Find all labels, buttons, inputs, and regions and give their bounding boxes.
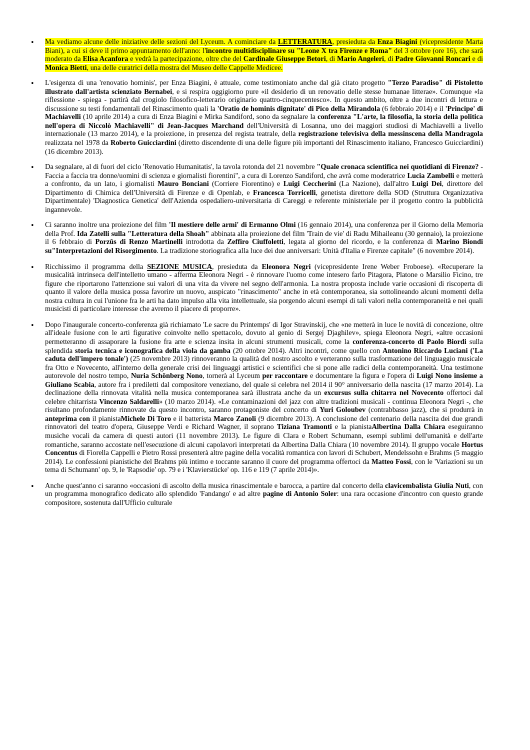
bold-text: conferenza-concerto di Paolo Biordi xyxy=(352,337,467,346)
highlighted-text xyxy=(45,38,483,72)
text-run: , di xyxy=(325,55,338,64)
text-run: Ricchissimo il programma della xyxy=(45,262,148,271)
text-run: del 3 ottobre (ore 16), che sarà moderato da xyxy=(45,46,483,64)
text-run: (6 febbraio 2014) e il xyxy=(380,104,446,113)
text-run: Da segnalare, al di fuori del ciclo 'Renovatio Humanitatis', la tavola rotonda del 21 novembre xyxy=(45,163,317,172)
text-run: , e si respira oggigiorno pure «il desiderio di un renovatio delle stesse humanae litterae». Comunque «la riflessione - spiega - partirà dal crogiolo filosofico-letterario originario quattro-cinquecentesco». In questo ambito, oltre a due incontri di lettura e discussione su testi fondamentali del Rinascimento quali la xyxy=(45,87,483,113)
bullet-icon: • xyxy=(31,481,34,491)
bold-text: Francesca Torricelli xyxy=(253,188,316,197)
bold-text: Nuria Schönberg Nono xyxy=(130,372,203,381)
list-item xyxy=(31,481,484,508)
bullet-icon: • xyxy=(31,221,34,231)
text-run: Dopo l'inaugurale concerto-conferenza già richiamato 'Le sacre du Printemps' di Igor Stravinskij, che «ne metterà in luce le novità di concezione, oltre all'ideale fusione con le arti figurative coinvolte nello spettacolo, dovuto al genio di Sergej Djaghilev», spiega Eleonora Negri, «altre occasioni permetteranno di assaporare la fusione fra arte e scienza insita in alcuni strumenti musicali, come la xyxy=(45,320,483,346)
bold-text: Roberto Guicciardini xyxy=(110,139,177,148)
text-run: , tornerà al Lyceum xyxy=(202,372,263,381)
bold-text: Ida Zatelli sulla "Letteratura della Shoah" xyxy=(77,229,210,238)
list-item xyxy=(31,79,484,156)
text-run: il pianista xyxy=(89,414,121,423)
text-run: abbinata alla proiezione del film 'Train de vie' di Radu Mihaileanu (30 gennaio), la proiezione il 6 febbraio di xyxy=(45,229,483,247)
bullet-icon: • xyxy=(31,262,34,272)
bold-text: SEZIONE MUSICA xyxy=(147,262,213,271)
bold-text: per raccontare xyxy=(262,372,308,381)
paragraph xyxy=(45,221,483,255)
text-run: Anche quest'anno ci saranno «occasioni di ascolto della musica rinascimentale e barocca, a partire dal concerto della xyxy=(45,481,386,490)
paragraph-text xyxy=(45,321,483,474)
text-run: (contrabbasso jazz), che si produrrà in xyxy=(365,406,483,415)
text-run: (Corriere Fiorentino) e xyxy=(208,180,284,189)
text-run: (16 gennaio 2014), una conferenza per il Giorno della Memoria della Prof. xyxy=(45,221,484,238)
paragraph-text xyxy=(45,163,483,214)
text-run: (La Nazione), dall'altro xyxy=(335,180,412,189)
paragraph-text xyxy=(45,221,483,255)
text-run: . La tradizione storiografica alla luce dei due anniversari: Unità d'Italia e Firenze capitale" (6 novembre 2014). xyxy=(156,247,475,256)
text-run: e di xyxy=(470,55,483,64)
paragraph xyxy=(45,38,483,72)
paragraph xyxy=(45,263,483,314)
bold-text: 'Principe' di Machiavelli xyxy=(45,104,484,122)
text-run: e metterà a confronto, da un lato, i giornalisti xyxy=(45,171,483,189)
text-run: , direttore del Dipartimento di Chimica dell'Università di Firenze e di Openlab, e xyxy=(45,180,483,197)
bold-text: Antonino Riccardo Luciani ('La caduta dell'impero tonale') xyxy=(45,346,484,364)
text-run: e vedrà la partecipazione, oltre che del xyxy=(128,55,244,64)
text-run: e documentare la figura e l'opera di xyxy=(307,372,417,381)
bold-text: Hortus Concentus xyxy=(45,440,483,458)
text-run: : una rara occasione d'incontro con questo grande compositore, sostenuta dall'Ufficio culturale xyxy=(45,490,484,507)
text-run: eseguiranno musiche vocali da camera di questi autori (11 novembre 2013). Le figure di Clara e Robert Schumann, esempi sublimi dell'umanità e dell'arte romantiche, saranno accostate nell'esecuzione di alcuni capolavori interpretati da Albertina Dalla Chiara (10 novembre 2014). Il gruppo vocale xyxy=(45,423,483,449)
text-run: (vicepresidente Marta Biani), a cui si deve il primo appuntamento dell'anno: l' xyxy=(45,38,483,55)
bold-text: Enza Biagini xyxy=(377,38,418,46)
bold-text: pagine di Antonio Soler xyxy=(262,490,337,499)
bold-text: anteprima con xyxy=(45,414,90,423)
bold-text: Elisa Acanfora xyxy=(82,55,129,64)
bold-text: Monica Bietti xyxy=(45,63,87,72)
text-run: » (10 marzo 2014). «Le contaminazioni del jazz con altre tradizioni musicali - continua Eleonora Negri -, che risultano profondamente rinnovate da questo incontro, saranno protagoniste del concerto di xyxy=(45,397,484,415)
bold-text: 'Oratio de hominis dignitate' di Pico della Mirandola xyxy=(217,104,381,113)
bold-text: Mario Angeleri xyxy=(337,55,385,64)
bold-text: Marco Zanoli xyxy=(213,414,256,423)
bold-text: registrazione televisiva della messinscena della Mandragola xyxy=(298,130,483,139)
bold-text: di Pistoletto illustrato dall'artista scienziato Bernabei xyxy=(45,79,483,96)
bold-text: incontro multidisciplinare su "Leone X tra Firenze e Roma" xyxy=(205,46,393,55)
paragraph xyxy=(45,482,483,508)
paragraph-text xyxy=(45,79,483,155)
paragraph xyxy=(45,321,483,475)
text-run: (20 ottobre 2014). Altri incontri, come quello con xyxy=(230,346,383,355)
bold-text: Lucia Zambelli xyxy=(407,171,455,180)
bold-text: "Terzo Paradiso" xyxy=(387,79,443,88)
text-run: e la pianista xyxy=(331,423,372,432)
bold-text: Albertina Dalla Chiara xyxy=(371,423,446,432)
text-run: Ci saranno inoltre una proiezione del film xyxy=(45,221,169,230)
bullet-icon: • xyxy=(31,79,34,89)
text-run: , di xyxy=(384,55,396,64)
list-item xyxy=(31,262,483,314)
text-run: , una delle curatrici della mostra del Museo delle Cappelle Medicee. xyxy=(86,63,283,72)
bold-text: Porzûs di Renzo Martinelli xyxy=(95,238,183,247)
bold-text: Zeffiro Ciuffoletti xyxy=(227,238,284,247)
text-run: (25 novembre 2013) rinnoveranno la qualità del nostro ascolto e verteranno sulla trasformazione del linguaggio musicale fra Otto e Novecento, all'interno della generale crisi dei linguaggi artistici e scientifici che si pone alle radici della contemporaneità. Una testimone autorevole del nostro tempo, xyxy=(45,355,483,381)
bold-text: clavicembalista Giulia Nuti xyxy=(385,481,469,490)
text-run: (10 aprile 2014) a cura di Enza Biagini e Mirka Sandiford, sono da segnalare la xyxy=(80,113,318,122)
text-run: realizzata nel 1978 da xyxy=(45,139,111,148)
text-run: - Faccia a faccia tra donne/uomini di scienza e giornalisti fiorentini", a cura di Lorenzo Sandiford, che avrà come moderatrice xyxy=(45,163,483,180)
paragraph-text xyxy=(45,482,483,507)
paragraph xyxy=(45,163,483,214)
text-run: offertoci dal celebre chitarrista xyxy=(45,389,484,406)
bold-text: storia tecnica e iconografica della viola da gamba xyxy=(75,346,231,355)
bold-text: LETTERATURA xyxy=(278,38,333,46)
bold-text: Marino Biondi su"Interpretazioni del Risorgimento xyxy=(45,238,483,256)
bold-text: Padre Giovanni Roncari xyxy=(395,55,471,64)
text-run: dell'Università di Losanna, uno dei maggiori studiosi di Machiavelli a livello internazionale (13 marzo 2014), e la proiezione, in presenza del regista teatrale, della xyxy=(45,121,483,139)
text-run: introdotta da xyxy=(182,238,228,247)
text-run: di Fiorella Cappelli e Pietro Rossi presenterà altre pagine della vocalità romantica con lavori di Schubert, Mendelssohn e Brahms (5 maggio 2014). Le confessioni pianistiche del Brahms più intimo e toccante saranno il cuore del programma offertoci da xyxy=(45,449,483,466)
list-item xyxy=(31,221,484,256)
bold-text: Yuri Goloubev xyxy=(319,406,366,415)
bold-text: Michele Di Toro xyxy=(120,414,172,423)
text-run: (diretto discendente di una delle figure più importanti del Rinascimento italiano, Francesco Guicciardini) (16 dicembre 2013). xyxy=(45,139,483,156)
text-run: , genetista direttore della SOD (Struttura Organizzativa Dipartimentale) 'Diagnostica Genetica' dell'Azienda ospedaliero-universitaria di Careggi e referente ministeriale per il progetto contro la pubblicità ingannevole. xyxy=(45,188,483,214)
paragraph-list xyxy=(31,38,484,514)
text-run: , autore fra i prediletti dal compositore veneziano, del quale si celebra nel 2014 il 90° anniversario della nascita (17 marzo 2014). La declinazione della rinnovata vitalità nella musica contemporanea sarà illustrata anche da un xyxy=(45,380,483,398)
text-run: L'esigenza di una 'renovatio hominis', per Enza Biagini, è attuale, come testimoniato anche dal già citato progetto xyxy=(45,79,388,88)
bold-text: Vincenzo Saldarelli xyxy=(99,397,160,406)
bold-text: Tiziana Tramonti xyxy=(276,423,332,432)
list-item xyxy=(31,163,483,214)
bold-text: Eleonora Negri xyxy=(261,262,311,271)
bold-text: Cardinale Giuseppe Betori xyxy=(243,55,326,64)
text-run: , con le 'Variazioni su un tema di Schumann' op. 9, le 'Rapsodie' op. 79 e i 'Klavierstücke' op. 116 e 119 (7 aprile 2014)». xyxy=(45,457,483,475)
text-run: (9 dicembre 2013). A conclusione del centenario della nascita dei due grandi rinnovatori del teatro d'opera, Giuseppe Verdi e Richard Wagner, il soprano xyxy=(45,414,483,432)
text-run: Ma vediamo alcune delle iniziative delle sezioni del Lyceum. A cominciare da xyxy=(45,38,279,46)
text-run: , presieduta da xyxy=(212,262,262,271)
bold-text: Matteo Fossi xyxy=(371,457,412,466)
bold-text: Luigi Nono insieme a Giuliano Scabia xyxy=(45,372,483,389)
text-run: , legata al giorno del ricordo, e la conferenza di xyxy=(283,238,437,247)
text-run: sulla splendida xyxy=(45,337,483,355)
bullet-icon: • xyxy=(31,38,34,47)
bold-text: "Quale cronaca scientifica nei quotidiani di Firenze? xyxy=(316,163,479,172)
list-item xyxy=(31,320,484,475)
bold-text: Luigi Ceccherini xyxy=(283,180,336,189)
bold-text: 'Il mestiere delle armi' di Ermanno Olmi xyxy=(168,221,296,230)
text-run: e il batterista xyxy=(171,414,214,423)
paragraph xyxy=(45,79,483,156)
paragraph-text xyxy=(45,263,483,314)
bullet-icon: • xyxy=(31,320,34,330)
bullet-icon: • xyxy=(31,163,34,173)
bold-text: conferenza "L'arte, la filosofia, la storia della politica nell'opera di Niccolò Machiavelli" di Jean-Jacques Marchand xyxy=(45,113,483,130)
text-run: (vicepresidente Irene Weber Froboese). «Recuperare la musicalità intrinseca dell'intelletto umano - afferma Eleonora Negri - è rinnovare l'uomo come intesero farlo Pitagora, Platone o Marsilio Ficino, tre figure che riportarono l'attenzione sui valori di una vita da vivere nel segno dell'armonia. La nostra proposta include varie occasioni di riscoperta di quanto il valore della musica possa favorire un nuovo, auspicato "rinascimento" anche in età contemporanea, sia sottolineando alcuni momenti della nostra cultura in cui l'unione fra le arti ha dato impulso alla vita intellettuale, sia porgendo alcuni esempi di tali valori nella contemporaneità e nei quali musicisti di particolare interesse che avremo il piacere di proporre». xyxy=(45,262,483,314)
text-run: , con un programma monografico dedicato allo splendido 'Fandango' e ad altre xyxy=(45,481,483,499)
list-item xyxy=(31,38,483,72)
bold-text: excursus sulla chitarra nel Novecento xyxy=(324,389,444,398)
bold-text: Mauro Bonciani xyxy=(157,180,209,189)
bold-text: Luigi Dei xyxy=(411,180,442,189)
text-run: , presieduta da xyxy=(332,38,378,46)
